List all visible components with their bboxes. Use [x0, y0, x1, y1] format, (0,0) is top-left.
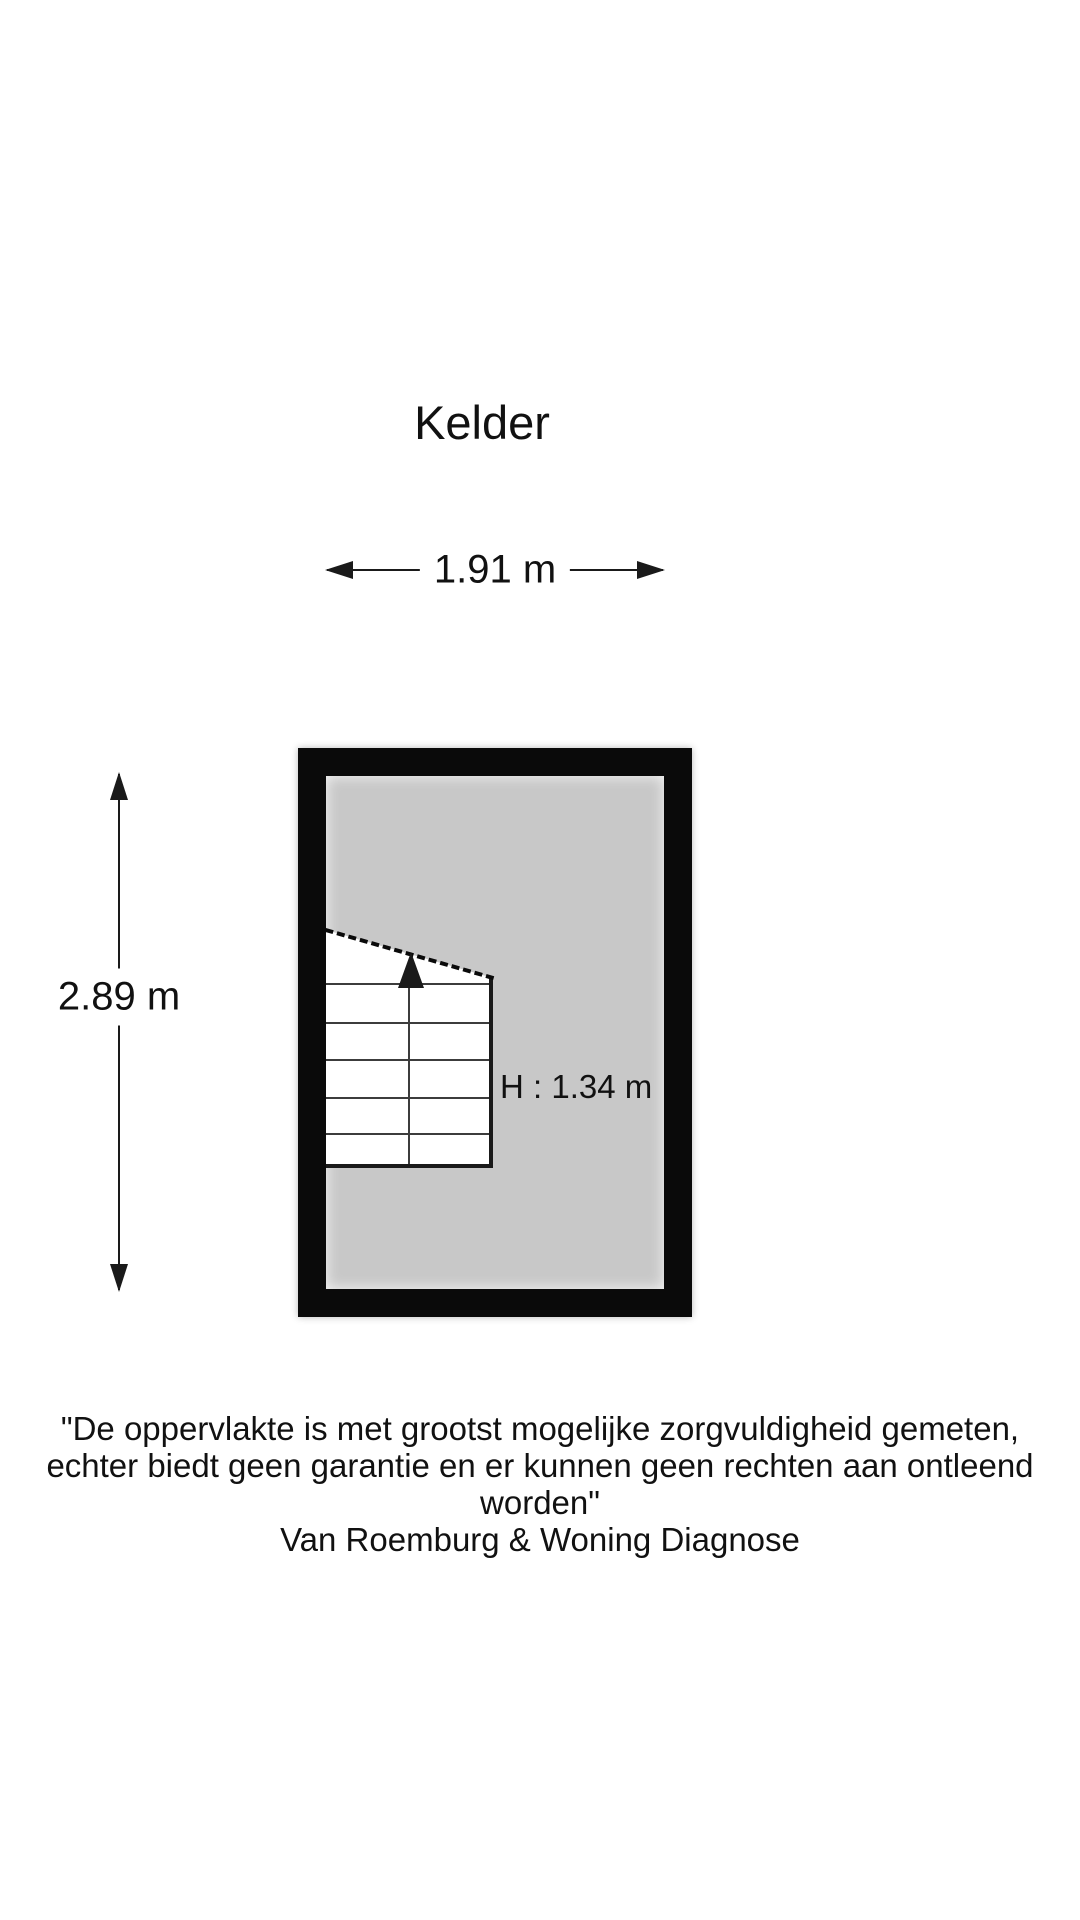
width-dimension [325, 547, 665, 592]
arrow-up-icon [110, 772, 128, 800]
stair-center-line [408, 985, 410, 1165]
disclaimer [0, 1410, 1080, 1558]
room-title: Kelder [414, 396, 550, 449]
staircase-bottom-edge [326, 1164, 493, 1168]
basement-room [326, 776, 664, 1289]
height-dimension-line [118, 774, 120, 1290]
staircase-right-edge [489, 930, 493, 1168]
arrow-down-icon [110, 1264, 128, 1292]
width-dimension-label: 1.91 m [420, 546, 570, 595]
disclaimer-line-1: "De oppervlakte is met grootst mogelijke zorgvuldigheid gemeten, [60, 1410, 1020, 1447]
arrow-right-icon [637, 561, 665, 579]
stairs-up-arrow-icon [398, 952, 424, 988]
disclaimer-line-3: Van Roemburg & Woning Diagnose [280, 1521, 800, 1558]
arrow-left-icon [325, 561, 353, 579]
height-dimension-label: 2.89 m [54, 969, 184, 1026]
floor-plan [298, 748, 692, 1317]
height-dimension [57, 772, 181, 1292]
ceiling-height-label: H : 1.34 m [500, 1068, 653, 1105]
disclaimer-line-2: echter biedt geen garantie en er kunnen geen rechten aan ontleend worden" [46, 1447, 1034, 1521]
